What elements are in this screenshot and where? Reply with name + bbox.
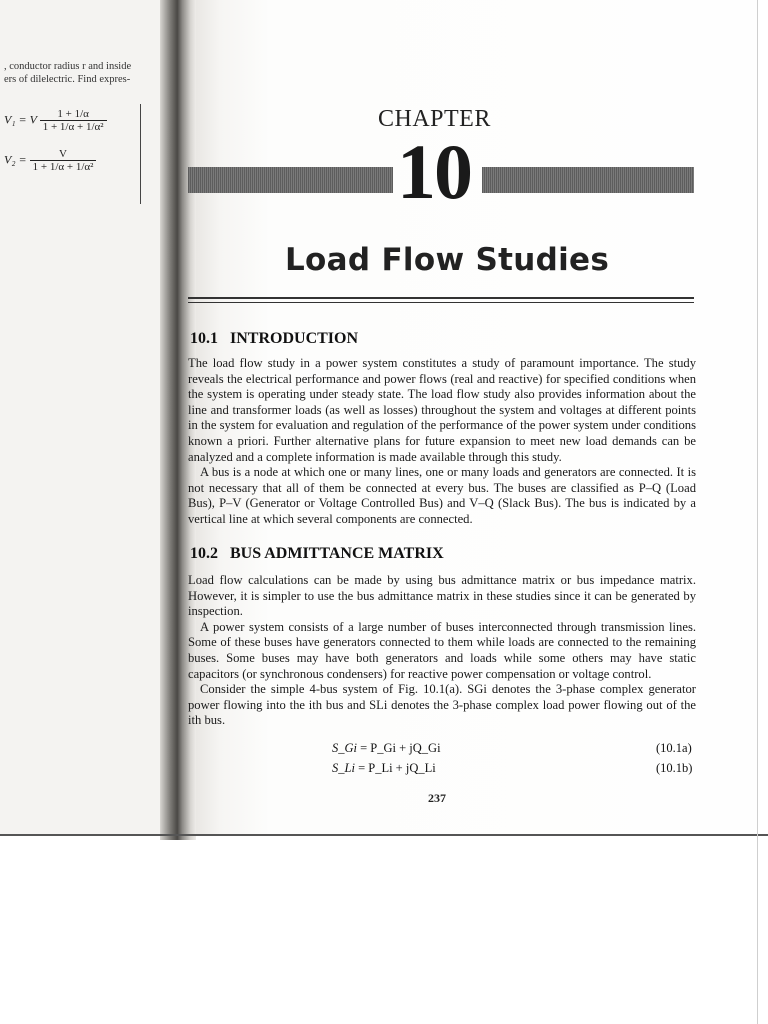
- title-rule-top: [188, 297, 694, 299]
- equation-tag-10-1a: (10.1a): [656, 741, 692, 755]
- left-equation-1: V₁ = V $\frac{1 + 1/\alpha}{\text{1 + 1/α + 1/α²}}$: [4, 108, 107, 133]
- section-10-2-body: [188, 573, 696, 729]
- paragraph: A bus is a node at which one or many lines, one or many loads and generators are connected. It is not necessary that all of them be connected at every bus. The buses are classified as P–Q (Load Bus), P–V (Generator or Voltage Controlled Bus) and V–Q (Slack Bus). The bus is indicated by a vertical line at which several components are connected.: [188, 465, 696, 526]
- chapter-title: Load Flow Studies: [285, 242, 610, 278]
- equation-10-1a: S_Gi = P_Gi + jQ_Gi: [332, 741, 441, 755]
- left-page-line-2: ers of dilelectric. Find expres-: [4, 74, 131, 85]
- page-bottom-edge: [0, 834, 768, 836]
- paragraph: A power system consists of a large number of buses interconnected through transmission lines. Some of these buses have generators connected to them while loads are connected to the remaining buses. Some buses may have both generators and loads while some others may have static capacitors (or synchronous condensers) for reactive power compensation or voltage control.: [188, 619, 696, 681]
- equation-tag-10-1b: (10.1b): [656, 761, 693, 775]
- section-heading-10-1: 10.1 INTRODUCTION: [190, 330, 359, 347]
- section-heading-10-2: 10.2 BUS ADMITTANCE MATRIX: [190, 545, 444, 562]
- equation-bracket: [140, 104, 145, 204]
- paragraph: Consider the simple 4-bus system of Fig. 10.1(a). SGi denotes the 3-phase complex generator power flowing into the ith bus and SLi denotes the 3-phase complex load power flowing out of the ith bus.: [188, 682, 696, 728]
- chapter-bar-left: [188, 167, 393, 193]
- equation-10-1b: S_Li = P_Li + jQ_Li: [332, 761, 436, 775]
- title-rule-bottom: [188, 302, 694, 303]
- left-page: [0, 0, 170, 835]
- chapter-label: CHAPTER: [378, 106, 491, 132]
- left-page-text: [4, 60, 131, 86]
- left-page-line-1: , conductor radius r and inside: [4, 61, 132, 72]
- paragraph: Load flow calculations can be made by using bus admittance matrix or bus impedance matrix. However, it is simpler to use the bus admittance matrix in these studies since it can be generated by inspection.: [188, 573, 696, 619]
- section-10-1-body: [188, 356, 696, 528]
- chapter-bar-right: [482, 167, 694, 193]
- paragraph: The load flow study in a power system constitutes a study of paramount importance. The study reveals the electrical performance and power flows (real and reactive) for specified conditions when the system is operating under steady state. The load flow study also provides information about the line and transformer loads (as well as losses) throughout the system and voltages at different points in the system for evaluation and regulation of the performance of the power system under conditions known a priori. Further alternative plans for future expansion to meet new load demands can be analyzed and a complete information is made available through this study.: [188, 356, 696, 464]
- chapter-number: 10: [397, 128, 471, 215]
- page-number: 237: [428, 791, 446, 805]
- left-equation-2: V₂ = $\frac{V}{\text{1 + 1/α + 1/α²}}$: [4, 148, 96, 173]
- page-right-edge: [757, 0, 758, 1024]
